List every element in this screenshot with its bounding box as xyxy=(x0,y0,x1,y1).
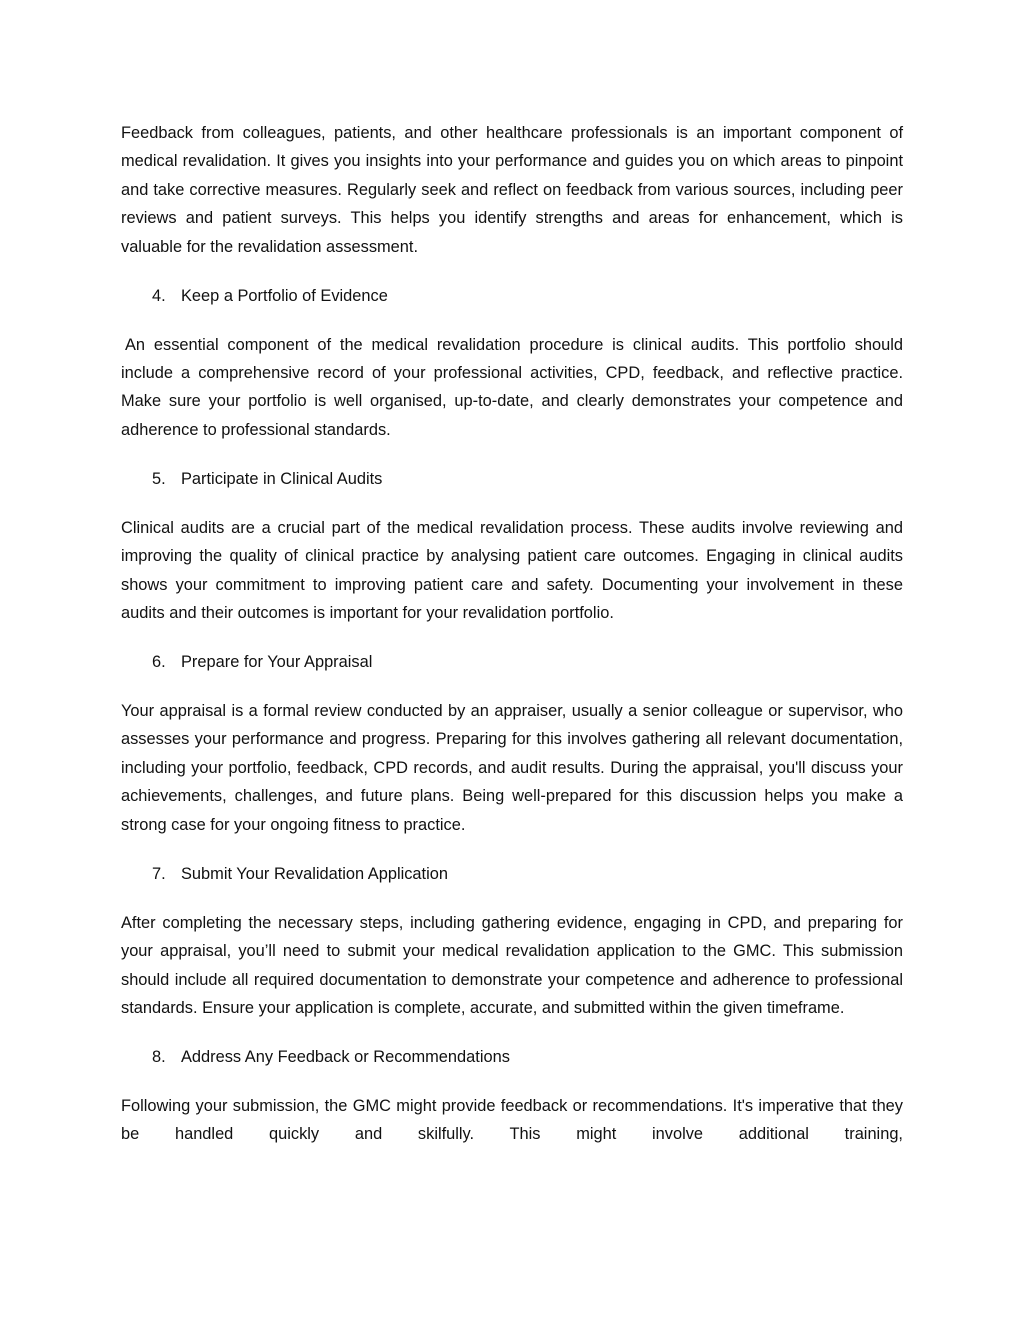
section-number: 6. xyxy=(152,653,166,672)
section-heading-7 xyxy=(121,860,903,888)
section-body-5: Clinical audits are a crucial part of the medical revalidation process. These audits involve reviewing and improving the quality of clinical practice by analysing patient care outcomes. Engaging in clinical audits shows your commitment to improving patient care and safety. Documenting your involvement in these audits and their outcomes is important for your revalidation portfolio. xyxy=(121,518,903,623)
intro-paragraph: Feedback from colleagues, patients, and other healthcare professionals is an important component of medical revalidation. It gives you insights into your performance and guides you on which areas to pinpoint and take corrective measures. Regularly seek and reflect on feedback from various sources, including peer reviews and patient surveys. This helps you identify strengths and areas for enhancement, which is valuable for the revalidation assessment. xyxy=(121,124,903,256)
section-heading-6 xyxy=(121,648,903,676)
section-title: Address Any Feedback or Recommendations xyxy=(181,1047,510,1066)
section-number: 5. xyxy=(152,469,166,488)
section-number: 8. xyxy=(152,1047,166,1066)
section-body-7: After completing the necessary steps, including gathering evidence, engaging in CPD, and preparing for your appraisal, you’ll need to submit your medical revalidation application to the GMC. This submission should include all required documentation to demonstrate your competence and adherence to professional standards. Ensure your application is complete, accurate, and submitted within the given timeframe. xyxy=(121,913,903,1017)
section-body-8: Following your submission, the GMC might provide feedback or recommendations. It's imperative that they be handled quickly and skilfully. This might involve additional training, xyxy=(121,1096,903,1144)
section-title: Prepare for Your Appraisal xyxy=(181,653,373,672)
section-title: Submit Your Revalidation Application xyxy=(181,864,448,883)
section-number: 4. xyxy=(152,286,166,305)
section-heading-8 xyxy=(121,1043,903,1071)
section-heading-5 xyxy=(121,465,903,493)
section-body-6: Your appraisal is a formal review conducted by an appraiser, usually a senior colleague or supervisor, who assesses your performance and progress. Preparing for this involves gathering all relevant documentation, including your portfolio, feedback, CPD records, and audit results. During the appraisal, you'll discuss your achievements, challenges, and future plans. Being well-prepared for this discussion helps you make a strong case for your ongoing fitness to practice. xyxy=(121,702,903,834)
section-number: 7. xyxy=(152,864,166,883)
section-heading-4 xyxy=(121,282,903,310)
section-title: Participate in Clinical Audits xyxy=(181,469,383,488)
section-body-4: An essential component of the medical revalidation procedure is clinical audits. This portfolio should include a comprehensive record of your professional activities, CPD, feedback, and reflective practice. Make sure your portfolio is well organised, up-to-date, and clearly demonstrates your competence and adherence to professional standards. xyxy=(121,335,903,439)
document-page xyxy=(121,119,903,1169)
section-title: Keep a Portfolio of Evidence xyxy=(181,286,388,305)
